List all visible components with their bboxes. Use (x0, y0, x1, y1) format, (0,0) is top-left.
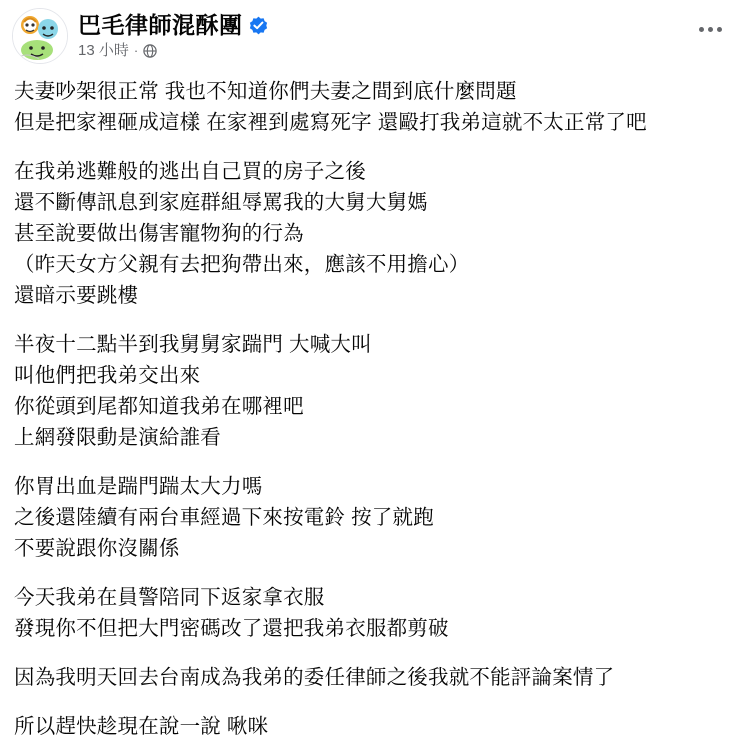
post-line: 還不斷傳訊息到家庭群組辱罵我的大舅大舅媽 (14, 191, 428, 214)
header-text (78, 8, 268, 60)
post-paragraph (14, 711, 727, 742)
page-name[interactable]: 巴毛律師混酥團 (78, 12, 243, 38)
post-paragraph (14, 471, 727, 564)
post-line: 你胃出血是踹門踹太大力嗎 (14, 475, 263, 498)
avatar[interactable] (12, 8, 68, 64)
post-line: 夫妻吵架很正常 我也不知道你們夫妻之間到底什麼問題 (14, 80, 517, 103)
post-meta (78, 42, 268, 60)
post-line: 因為我明天回去台南成為我弟的委任律師之後我就不能評論案情了 (14, 666, 615, 689)
post-line: （昨天女方父親有去把狗帶出來，應該不用擔心） (14, 253, 470, 276)
post-paragraph (14, 662, 727, 693)
post-line: 之後還陸續有兩台車經過下來按電鈴 按了就跑 (14, 506, 434, 529)
verified-badge-icon (249, 16, 268, 35)
post-line: 所以趕快趁現在說一說 啾咪 (14, 715, 269, 738)
post-line: 半夜十二點半到我舅舅家踹門 大喊大叫 (14, 333, 372, 356)
post-line: 在我弟逃難般的逃出自己買的房子之後 (14, 160, 366, 183)
post-line: 還暗示要跳樓 (14, 284, 139, 307)
more-dot-1 (699, 27, 704, 32)
more-dot-3 (717, 27, 722, 32)
post-line: 你從頭到尾都知道我弟在哪裡吧 (14, 395, 304, 418)
post-line: 發現你不但把大門密碼改了還把我弟衣服都剪破 (14, 617, 449, 640)
post-header (0, 0, 741, 68)
post-line: 但是把家裡砸成這樣 在家裡到處寫死字 還毆打我弟這就不太正常了吧 (14, 111, 647, 134)
globe-icon[interactable] (143, 44, 157, 58)
post-line: 上網發限動是演給誰看 (14, 426, 221, 449)
post-line: 今天我弟在員警陪同下返家拿衣服 (14, 586, 325, 609)
post-line: 甚至說要做出傷害寵物狗的行為 (14, 222, 304, 245)
post-timestamp[interactable]: 13 小時 (78, 42, 129, 59)
post-line: 不要說跟你沒關係 (14, 537, 180, 560)
post-paragraph (14, 156, 727, 311)
avatar-image (13, 9, 67, 63)
post-paragraph (14, 76, 727, 138)
author-row (78, 11, 268, 39)
post-paragraph (14, 329, 727, 453)
more-options-icon[interactable] (693, 18, 727, 40)
meta-separator: · (133, 43, 139, 58)
post-paragraph (14, 582, 727, 644)
more-dot-2 (708, 27, 713, 32)
post-content (0, 68, 741, 742)
post-line: 叫他們把我弟交出來 (14, 364, 201, 387)
